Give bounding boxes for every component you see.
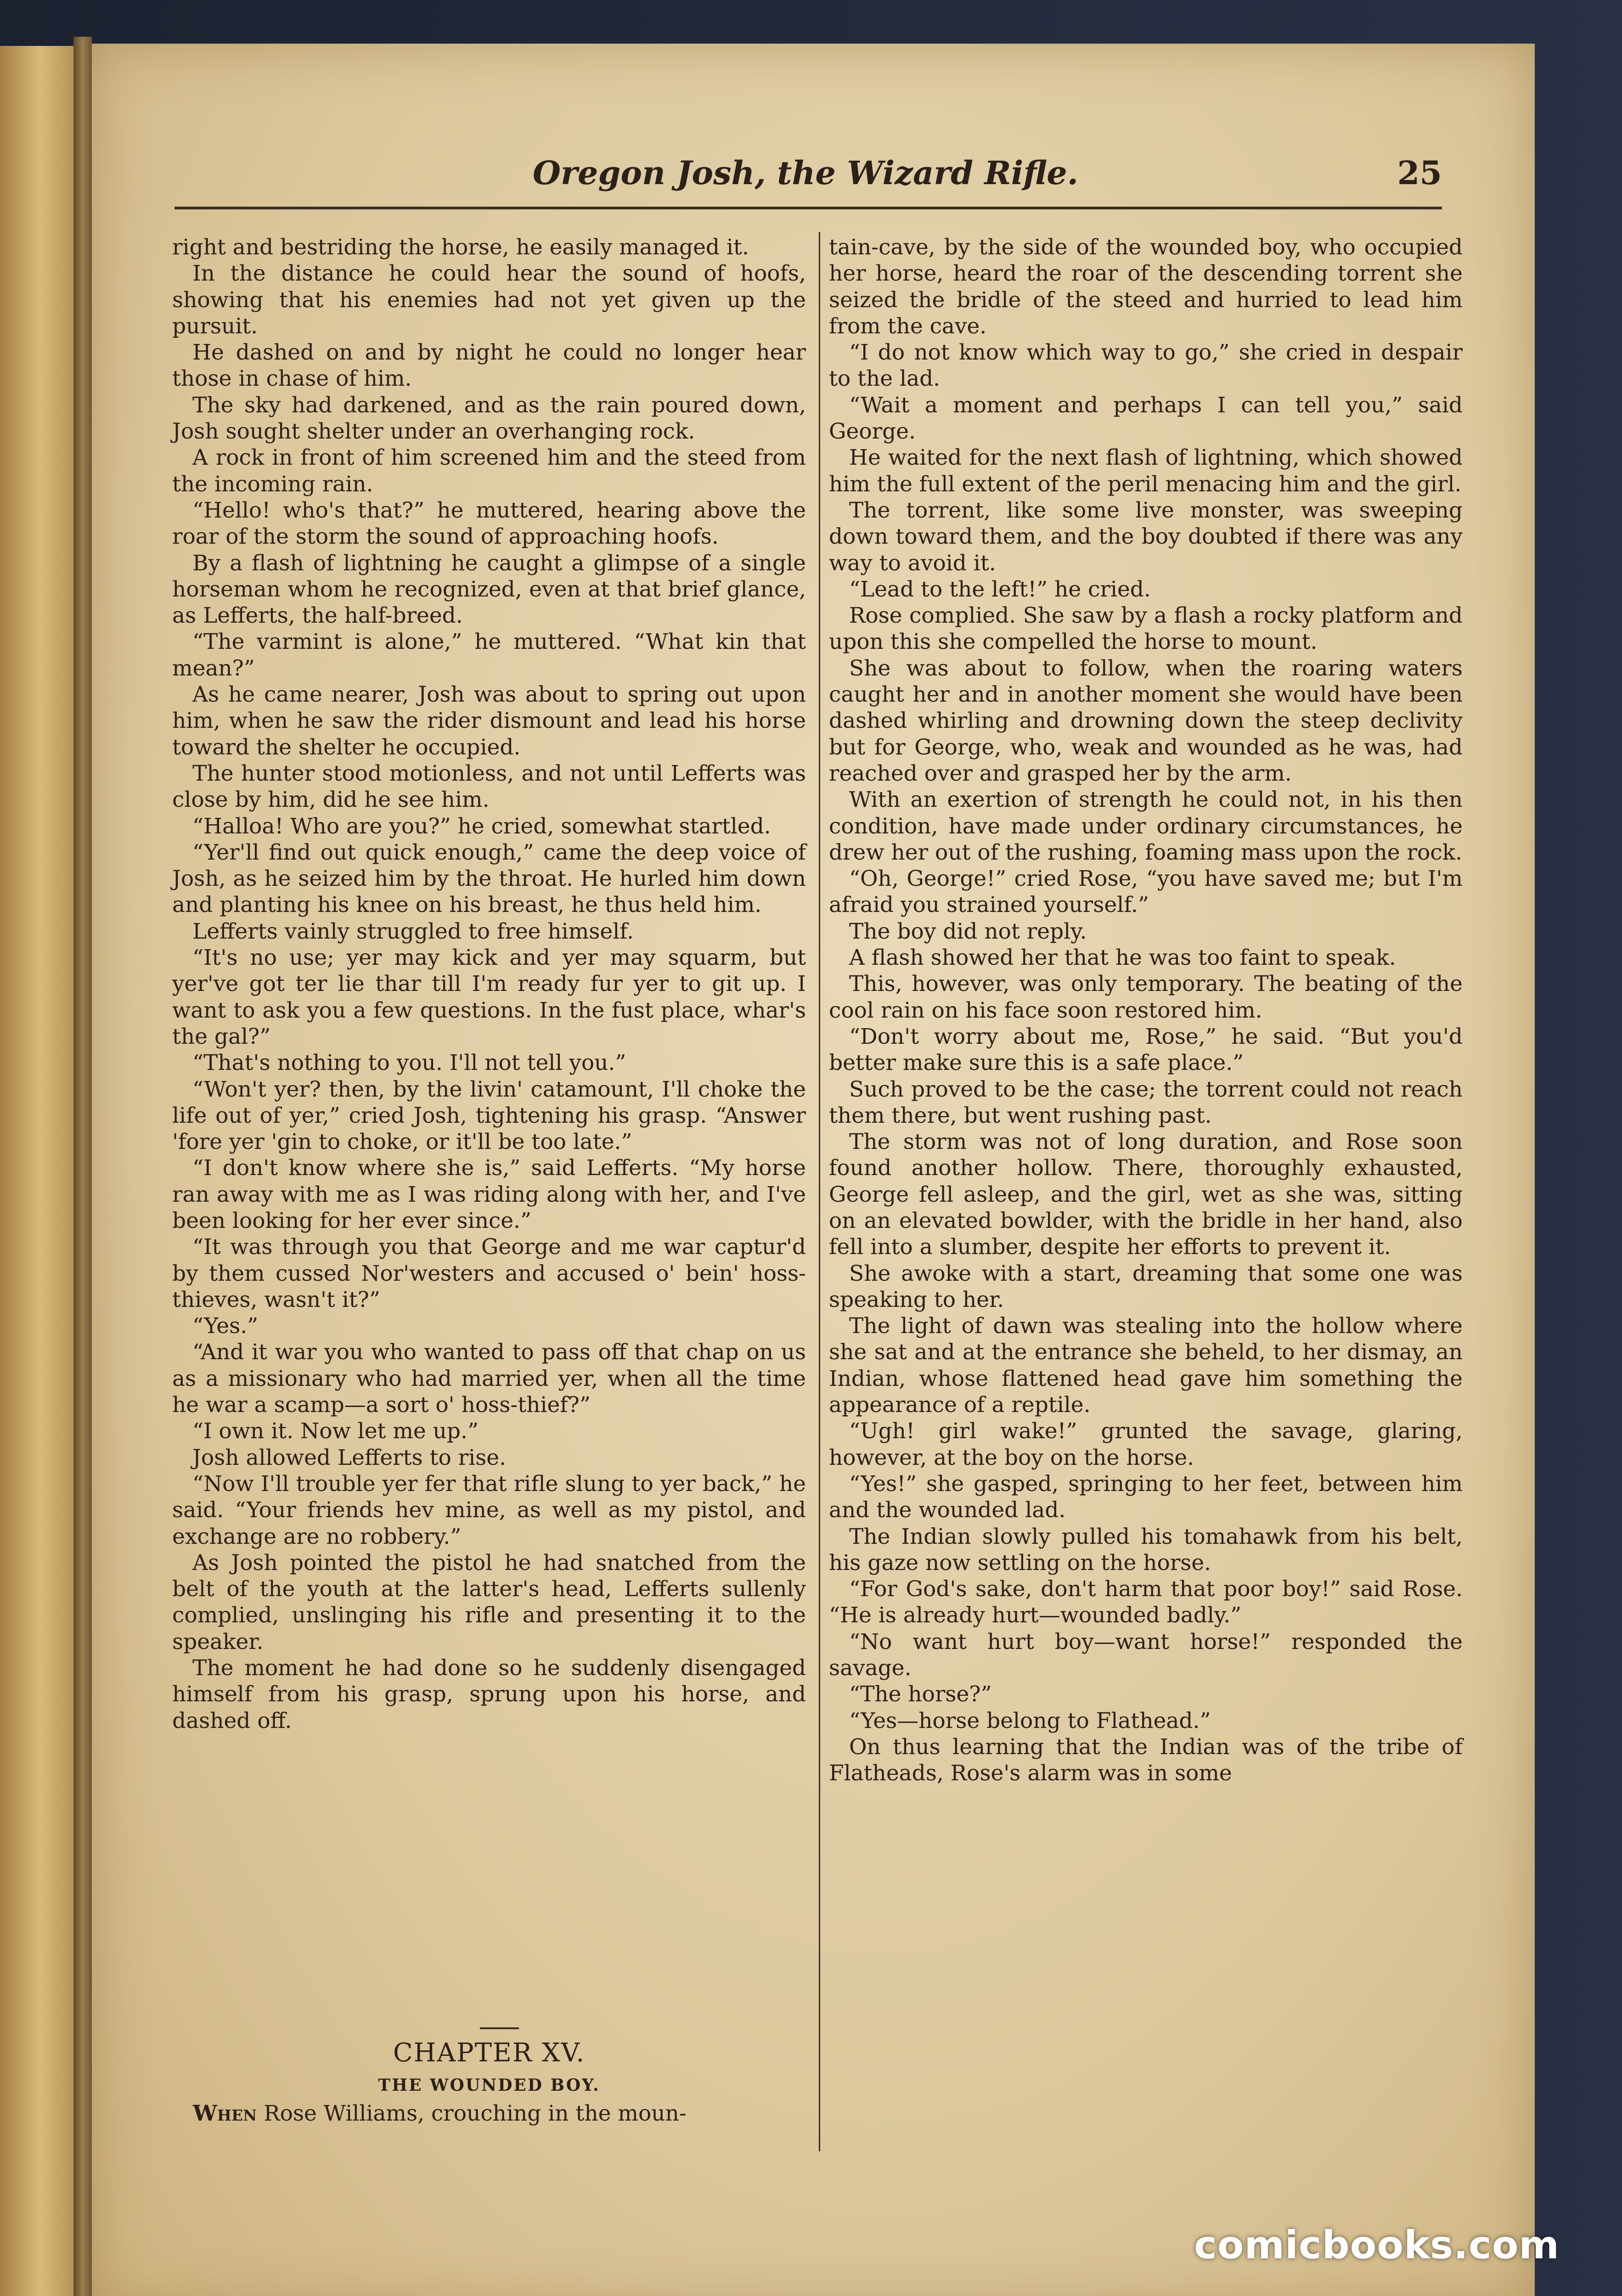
paragraph: The Indian slowly pulled his tomahawk from his belt, his gaze now settling on the horse. [829,1524,1463,1576]
paragraph: This, however, was only temporary. The beating of the cool rain on his face soon restored him. [829,971,1463,1023]
paragraph: Josh allowed Lefferts to rise. [192,1445,507,1470]
paragraph: On thus learning that the Indian was of the tribe of Flatheads, Rose's alarm was in some [829,1734,1463,1786]
paragraph: By a flash of lightning he caught a glimpse of a single horseman whom he recognized, even at that brief glance, as Lefferts, the half-breed. [172,550,806,629]
running-head [441,154,1442,204]
paragraph: As Josh pointed the pistol he had snatched from the belt of the youth at the latter's head, Lefferts sullenly complied, unslinging his rifle and presenting it to the speaker. [172,1550,806,1654]
paragraph: He dashed on and by night he could no longer hear those in chase of him. [172,340,806,392]
paragraph: A rock in front of him screened him and the steed from the incoming rain. [172,445,806,497]
paragraph: “Halloa! Who are you?” he cried, somewhat startled. [192,813,771,839]
paragraph: The light of dawn was stealing into the hollow where she sat and at the entrance she beheld, to her dismay, an Indian, whose flattened head gave him something the appearance of a reptile. [829,1313,1463,1418]
chapter-opening [193,2101,808,2126]
paragraph: “Won't yer? then, by the livin' catamount, I'll choke the life out of yer,” cried Josh, tightening his grasp. “Answer 'fore yer 'gin to choke, or it'll be too late.” [172,1076,806,1155]
paragraph: The boy did not reply. [849,918,1087,944]
paragraph: “I own it. Now let me up.” [192,1418,479,1444]
paragraph: As he came nearer, Josh was about to spring out upon him, when he saw the rider dismount and lead his horse toward the shelter he occupied. [172,682,806,760]
paragraph: “Wait a moment and perhaps I can tell you,” said George. [829,392,1463,445]
paragraph: “Yes—horse belong to Flathead.” [849,1708,1211,1733]
opening-dropword: When [193,2101,257,2126]
paragraph: “I do not know which way to go,” she cried in despair to the lad. [829,340,1463,392]
paragraph: “Now I'll trouble yer fer that rifle slung to yer back,” he said. “Your friends hev mine, as well as my pistol, and exchange are no robbery.” [172,1471,806,1549]
paragraph: “It's no use; yer may kick and yer may squarm, but yer've got ter lie thar till I'm ready fur yer to git up. I want to ask you a few questions. In the fust place, whar's the gal?” [172,945,806,1049]
paragraph: “That's nothing to you. I'll not tell you.” [192,1050,626,1076]
paragraph: “Yes.” [192,1313,259,1339]
left-page-edge [0,46,73,2296]
paragraph: “It was through you that George and me war captur'd by them cussed Nor'westers and accused o' bein' hoss-thieves, wasn't it?” [172,1234,806,1312]
opening-text: Rose Williams, crouching in the moun- [264,2101,687,2126]
paragraph: “Oh, George!” cried Rose, “you have saved me; but I'm afraid you strained yourself.” [829,866,1463,918]
paragraph: “And it war you who wanted to pass off that chap on us as a missionary who had married yer, when all the time he war a scamp—a sort o' hoss-thief?” [172,1339,806,1418]
paragraph: “The varmint is alone,” he muttered. “What kin that mean?” [172,629,806,681]
paragraph: Rose complied. She saw by a flash a rocky platform and upon this she compelled the horse to mount. [829,603,1463,655]
chapter-heading: CHAPTER XV. [393,2038,586,2068]
paragraph: “Yes!” she gasped, springing to her feet, between him and the wounded lad. [829,1471,1463,1523]
paragraph: She awoke with a start, dreaming that some one was speaking to her. [829,1261,1463,1312]
page-number: 25 [1397,154,1442,192]
paragraph: A flash showed her that he was too faint to speak. [849,945,1396,971]
left-column [172,234,806,1734]
paragraph: She was about to follow, when the roaring waters caught her and in another moment she would have been dashed whirling and drowning down the steep declivity but for George, who, weak and wounded as he was, had reached over and grasped her by the arm. [829,655,1463,786]
paragraph: He waited for the next flash of lightning, which showed him the full extent of the peril menacing him and the girl. [829,445,1463,497]
paragraph: With an exertion of strength he could not, in his then condition, have made under ordinary circumstances, he drew her out of the rushing, foaming mass upon the rock. [829,787,1463,865]
paragraph: Such proved to be the case; the torrent could not reach them there, but went rushing past. [829,1076,1463,1128]
chapter-rule [480,2027,519,2029]
paragraph: “For God's sake, don't harm that poor boy!” said Rose. “He is already hurt—wounded badly.” [829,1576,1463,1628]
paragraph: The sky had darkened, and as the rain poured down, Josh sought shelter under an overhanging rock. [172,392,806,445]
paragraph: The hunter stood motionless, and not until Lefferts was close by him, did he see him. [172,760,806,813]
paragraph: right and bestriding the horse, he easily managed it. [172,235,749,260]
paragraph: “Hello! who's that?” he muttered, hearing above the roar of the storm the sound of approaching hoofs. [172,497,806,550]
column-divider [819,232,820,2151]
running-title: Oregon Josh, the Wizard Rifle. [533,154,1079,192]
paragraph: In the distance he could hear the sound of hoofs, showing that his enemies had not yet given up the pursuit. [172,261,806,339]
paragraph: “I don't know where she is,” said Lefferts. “My horse ran away with me as I was riding along with her, and I've been looking for her ever since.” [172,1155,806,1233]
paragraph: “Lead to the left!” he cried. [849,576,1151,602]
header-rule [175,207,1442,209]
book-spine [73,37,92,2296]
paragraph: “Yer'll find out quick enough,” came the deep voice of Josh, as he seized him by the throat. He hurled him down and planting his knee on his breast, he thus held him. [172,839,806,918]
paragraph: Lefferts vainly struggled to free himself. [192,918,634,944]
paragraph: “Ugh! girl wake!” grunted the savage, glaring, however, at the boy on the horse. [829,1418,1463,1470]
paragraph: The torrent, like some live monster, was sweeping down toward them, and the boy doubted if there was any way to avoid it. [829,497,1463,576]
paragraph: The moment he had done so he suddenly disengaged himself from his grasp, sprung upon his horse, and dashed off. [172,1655,806,1733]
right-column [829,234,1463,1787]
paragraph: tain-cave, by the side of the wounded boy, who occupied her horse, heard the roar of the descending torrent she seized the bridle of the steed and hurried to lead him from the cave. [829,235,1463,339]
paragraph: The storm was not of long duration, and Rose soon found another hollow. There, thoroughly exhausted, George fell asleep, and the girl, wet as she was, sitting on an elevated bowlder, with the bridle in her hand, also fell into a slumber, despite her efforts to prevent it. [829,1129,1463,1260]
paragraph: “The horse?” [849,1682,992,1707]
watermark-text: comicbooks.com [1194,2223,1560,2268]
paragraph: “No want hurt boy—want horse!” responded the savage. [829,1629,1463,1681]
paragraph: “Don't worry about me, Rose,” he said. “But you'd better make sure this is a safe place.” [829,1024,1463,1076]
chapter-subtitle: THE WOUNDED BOY. [378,2076,600,2095]
